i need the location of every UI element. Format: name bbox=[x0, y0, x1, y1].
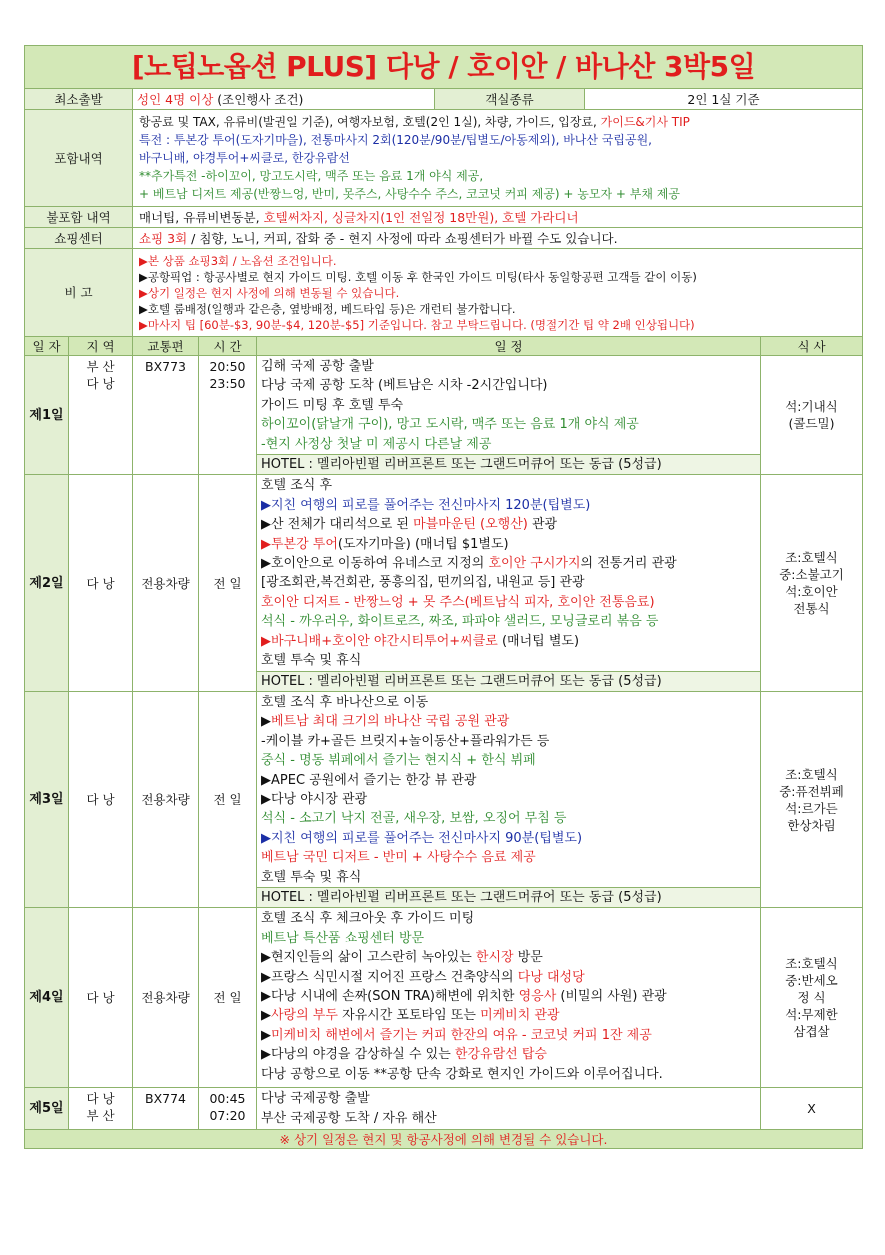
schedule-text: 한시장 bbox=[475, 950, 514, 966]
col-meal-header: 식 사 bbox=[761, 337, 863, 356]
exclude-content bbox=[133, 207, 863, 228]
schedule-text: ▶APEC 공원에서 즐기는 한강 뷰 관광 bbox=[261, 772, 477, 788]
schedule-text: 중식 - 명동 뷔페에서 즐기는 현지식 + 한식 뷔페 bbox=[261, 753, 536, 769]
schedule-line bbox=[261, 612, 756, 631]
schedule-line bbox=[261, 1089, 756, 1108]
schedule-text: ▶투본강 투어 bbox=[261, 536, 338, 552]
schedule-text: 자유시간 포토타임 또는 bbox=[337, 1008, 481, 1024]
shopping-content-a: 쇼핑 3회 bbox=[139, 230, 188, 246]
schedule-text: 다낭 공항으로 이동 **공항 단속 강화로 현지인 가이드와 이루어집니다. bbox=[261, 1066, 663, 1082]
region-cell bbox=[69, 1088, 133, 1130]
time-value: 07:20 bbox=[209, 1108, 246, 1124]
schedule-cell bbox=[257, 475, 761, 691]
schedule-cell bbox=[257, 908, 761, 1088]
day-label: 제3일 bbox=[25, 691, 69, 907]
schedule-text: 호텔 투숙 및 휴식 bbox=[261, 653, 362, 669]
schedule-text: 다낭 국제공항 출발 bbox=[261, 1091, 370, 1107]
day-label: 제1일 bbox=[25, 356, 69, 475]
schedule-line bbox=[261, 435, 756, 454]
time-cell bbox=[199, 475, 257, 691]
schedule-line bbox=[261, 593, 756, 612]
schedule-text: 가이드 미팅 후 호텔 투숙 bbox=[261, 397, 404, 413]
exclude-content-a: 매너팁, 유류비변동분, bbox=[139, 209, 264, 225]
note-content bbox=[133, 249, 863, 337]
day-row bbox=[25, 691, 863, 907]
meal-cell bbox=[761, 475, 863, 691]
time-value: 전 일 bbox=[213, 575, 242, 591]
transport-cell: 전용차량 bbox=[133, 691, 199, 907]
schedule-text: ▶산 전체가 대리석으로 된 bbox=[261, 517, 414, 533]
min-departure-value bbox=[133, 89, 435, 110]
time-value: 전 일 bbox=[213, 792, 242, 808]
schedule-cell bbox=[257, 356, 761, 475]
room-type-label: 객실종류 bbox=[435, 89, 585, 110]
meal-cell bbox=[761, 356, 863, 475]
shopping-label: 쇼핑센터 bbox=[25, 228, 133, 249]
schedule-text: 베트남 최대 크기의 바나산 국립 공원 관광 bbox=[271, 714, 510, 730]
schedule-text: 호텔 조식 후 bbox=[261, 478, 333, 494]
schedule-line bbox=[261, 909, 756, 928]
schedule-text: 호텔 조식 후 체크아웃 후 가이드 미팅 bbox=[261, 911, 475, 927]
schedule-line bbox=[261, 554, 756, 573]
include-label: 포함내역 bbox=[25, 110, 133, 207]
region-name: 다 낭 bbox=[86, 575, 115, 591]
region-name: 다 낭 bbox=[86, 376, 115, 391]
schedule-text: ▶다낭 야시장 관광 bbox=[261, 791, 368, 807]
include-line bbox=[139, 131, 858, 149]
transport-cell: 전용차량 bbox=[133, 908, 199, 1088]
min-departure-label: 최소출발 bbox=[25, 89, 133, 110]
schedule-text: (도자기마을) (매너팁 $1별도) bbox=[337, 536, 509, 552]
schedule-line bbox=[261, 376, 756, 395]
schedule-line bbox=[261, 1026, 756, 1045]
include-line-text: **추가특전 -하이꼬이, 망고도시락, 맥주 또는 음료 1개 야식 제공, bbox=[139, 169, 484, 183]
schedule-text: 마블마운틴 (오행산) bbox=[413, 517, 528, 533]
meal-text: X bbox=[807, 1101, 816, 1117]
schedule-line bbox=[261, 732, 756, 751]
schedule-line bbox=[261, 1065, 756, 1084]
note-line-text: ▶상기 일정은 현지 사정에 의해 변동될 수 있습니다. bbox=[139, 285, 400, 300]
schedule-line bbox=[261, 396, 756, 415]
schedule-text: 베트남 특산품 쇼핑센터 방문 bbox=[261, 930, 425, 946]
schedule-text: ▶프랑스 식민시절 지어진 프랑스 건축양식의 bbox=[261, 969, 518, 985]
include-line-text: 특전 : 투본강 투어(도자기마을), 전통마사지 2회(120분/90분/팁별도/아동제외), 바나산 국립공원, bbox=[139, 133, 652, 147]
schedule-text: 미케비치 관광 bbox=[480, 1008, 560, 1024]
schedule-cell bbox=[257, 1088, 761, 1130]
schedule-text: 김해 국제 공항 출발 bbox=[261, 359, 374, 374]
schedule-text: 부산 국제공항 도착 / 자유 해산 bbox=[261, 1110, 437, 1126]
region-cell bbox=[69, 356, 133, 475]
shopping-content bbox=[133, 228, 863, 249]
meal-text: 석:르가든 bbox=[785, 800, 838, 816]
col-time-header: 시 간 bbox=[199, 337, 257, 356]
footer-note: ※ 상기 일정은 현지 및 항공사정에 의해 변경될 수 있습니다. bbox=[25, 1130, 863, 1149]
schedule-text: -케이블 카+골든 브릿지+놀이동산+플라워가든 등 bbox=[261, 733, 550, 749]
region-cell bbox=[69, 908, 133, 1088]
schedule-line bbox=[261, 496, 756, 515]
schedule-line bbox=[261, 771, 756, 790]
min-departure-value-note: (조인행사 조건) bbox=[213, 91, 304, 107]
include-line-text: + 베트남 디저트 제공(반짱느엉, 반미, 못주스, 사탕수수 주스, 코코넛 커피 제공) + 농모자 + 부채 제공 bbox=[139, 187, 680, 201]
schedule-text: 의 전통거리 관광 bbox=[580, 556, 677, 572]
meal-cell bbox=[761, 1088, 863, 1130]
schedule-text: 석식 - 소고기 낙지 전골, 새우장, 보쌈, 오징어 무침 등 bbox=[261, 811, 567, 827]
include-line-text: 바구니배, 야경투어+씨클로, 한강유람선 bbox=[139, 151, 350, 165]
schedule-text: 방문 bbox=[513, 950, 543, 966]
day-row bbox=[25, 1088, 863, 1130]
day-row bbox=[25, 356, 863, 475]
meal-text: 중:반세오 bbox=[785, 973, 838, 989]
meal-text: 삼겹살 bbox=[793, 1024, 830, 1040]
meal-cell bbox=[761, 691, 863, 907]
schedule-line bbox=[261, 1109, 756, 1128]
schedule-text: ▶ bbox=[261, 1027, 271, 1043]
schedule-text: ▶ bbox=[261, 714, 271, 730]
time-cell bbox=[199, 908, 257, 1088]
region-name: 다 낭 bbox=[86, 792, 115, 808]
time-value: 00:45 bbox=[209, 1091, 246, 1107]
meal-text: 석:기내식 bbox=[785, 399, 838, 415]
schedule-line bbox=[261, 515, 756, 534]
itinerary-sheet bbox=[24, 45, 862, 1149]
schedule-line bbox=[261, 1006, 756, 1025]
schedule-text: 미케비치 해변에서 즐기는 커피 한잔의 여유 - 코코넛 커피 1잔 제공 bbox=[271, 1027, 652, 1043]
time-cell bbox=[199, 691, 257, 907]
schedule-line bbox=[261, 987, 756, 1006]
note-line bbox=[139, 285, 858, 301]
schedule-text: (매너팁 별도) bbox=[497, 633, 580, 649]
transport-cell: BX774 bbox=[133, 1088, 199, 1130]
schedule-line bbox=[261, 829, 756, 848]
schedule-text: ▶다낭 시내에 손짜(SON TRA)해변에 위치한 bbox=[261, 989, 519, 1004]
time-cell bbox=[199, 1088, 257, 1130]
note-line bbox=[139, 317, 858, 333]
schedule-line bbox=[261, 868, 756, 887]
note-line bbox=[139, 269, 858, 285]
hotel-line: HOTEL : 멜리아빈펄 리버프론트 또는 그랜드머큐어 또는 동급 (5성급) bbox=[257, 454, 760, 474]
hotel-line: HOTEL : 멜리아빈펄 리버프론트 또는 그랜드머큐어 또는 동급 (5성급) bbox=[257, 887, 760, 907]
schedule-line bbox=[261, 415, 756, 434]
time-cell bbox=[199, 356, 257, 475]
include-line bbox=[139, 185, 858, 203]
meal-text: 한상차림 bbox=[787, 817, 836, 833]
schedule-text: 베트남 국민 디저트 - 반미 + 사탕수수 음료 제공 bbox=[261, 850, 536, 866]
col-transport-header: 교통편 bbox=[133, 337, 199, 356]
schedule-line bbox=[261, 632, 756, 651]
exclude-content-b: 호텔써차지, 싱글차지(1인 전일정 18만원), 호텔 가라디너 bbox=[263, 209, 579, 225]
meal-cell bbox=[761, 908, 863, 1088]
include-content bbox=[133, 110, 863, 207]
schedule-text: 한강유람선 탑승 bbox=[454, 1047, 547, 1063]
meal-text: 중:퓨전뷔페 bbox=[779, 783, 844, 799]
note-line-text: ▶본 상품 쇼핑3회 / 노옵션 조건입니다. bbox=[139, 253, 337, 268]
schedule-text: ▶지친 여행의 피로를 풀어주는 전신마사지 90분(팁별도) bbox=[261, 830, 583, 846]
region-cell bbox=[69, 691, 133, 907]
schedule-line bbox=[261, 809, 756, 828]
col-schedule-header: 일 정 bbox=[257, 337, 761, 356]
include-line bbox=[139, 113, 858, 131]
schedule-line bbox=[261, 357, 756, 376]
schedule-line bbox=[261, 968, 756, 987]
schedule-text: ▶현지인들의 삶이 고스란히 녹아있는 bbox=[261, 950, 476, 966]
schedule-line bbox=[261, 712, 756, 731]
schedule-text: 다낭 국제 공항 도착 (베트남은 시차 -2시간입니다) bbox=[261, 378, 548, 394]
schedule-text: ▶다낭의 야경을 감상하실 수 있는 bbox=[261, 1047, 455, 1063]
schedule-line bbox=[261, 790, 756, 809]
exclude-label: 불포함 내역 bbox=[25, 207, 133, 228]
meal-text: 조:호텔식 bbox=[785, 550, 838, 566]
day-label: 제5일 bbox=[25, 1088, 69, 1130]
transport-cell: 전용차량 bbox=[133, 475, 199, 691]
schedule-line bbox=[261, 929, 756, 948]
page-title: [노팁노옵션 PLUS] 다낭 / 호이안 / 바나산 3박5일 bbox=[25, 46, 863, 89]
include-line-text: 항공료 및 TAX, 유류비(발권일 기준), 여행자보험, 호텔(2인 1실), 차량, 가이드, 입장료, bbox=[139, 115, 601, 129]
note-line bbox=[139, 301, 858, 317]
shopping-content-b: / 침향, 노니, 커피, 잡화 중 - 현지 사정에 따라 쇼핑센터가 바뀔 수도 있습니다. bbox=[187, 230, 618, 246]
transport-cell: BX773 bbox=[133, 356, 199, 475]
note-line-text: ▶공항픽업 : 항공사별로 현지 가이드 미팅. 호텔 이동 후 한국인 가이드 미팅(타사 동일항공편 고객들 같이 이동) bbox=[139, 269, 697, 284]
schedule-text: (비밀의 사원) 관광 bbox=[556, 989, 667, 1004]
schedule-line bbox=[261, 751, 756, 770]
schedule-text: ▶호이안으로 이동하여 유네스코 지정의 bbox=[261, 556, 489, 572]
schedule-text: 호이안 구시가지 bbox=[488, 556, 581, 572]
schedule-text: 호이안 디저트 - 반짱느엉 + 못 주스(베트남식 피자, 호이안 전통음료) bbox=[261, 594, 655, 610]
schedule-text: ▶지친 여행의 피로를 풀어주는 전신마사지 120분(팁별도) bbox=[261, 497, 591, 513]
schedule-text: 다낭 대성당 bbox=[517, 969, 585, 985]
schedule-line bbox=[261, 476, 756, 495]
day-label: 제2일 bbox=[25, 475, 69, 691]
region-name: 다 낭 bbox=[86, 990, 115, 1006]
meal-text: 조:호텔식 bbox=[785, 956, 838, 972]
meal-text: 정 식 bbox=[797, 990, 826, 1006]
region-name: 다 낭 bbox=[86, 1091, 115, 1107]
day-row bbox=[25, 475, 863, 691]
schedule-text: -현지 사정상 첫날 미 제공시 다른날 제공 bbox=[261, 436, 492, 452]
schedule-text: 관광 bbox=[527, 517, 558, 533]
include-line-highlight: 가이드&기사 TIP bbox=[600, 115, 690, 129]
schedule-text: 영응사 bbox=[518, 989, 557, 1004]
schedule-text: 호텔 투숙 및 휴식 bbox=[261, 869, 362, 885]
note-label: 비 고 bbox=[25, 249, 133, 337]
schedule-text: ▶ bbox=[261, 1008, 271, 1024]
note-line-text: ▶호텔 룸배정(일행과 같은층, 옆방배정, 베드타입 등)은 개런티 불가합니다. bbox=[139, 301, 516, 316]
col-day-header: 일 자 bbox=[25, 337, 69, 356]
schedule-text: 호텔 조식 후 바나산으로 이동 bbox=[261, 694, 429, 710]
day-label: 제4일 bbox=[25, 908, 69, 1088]
schedule-line bbox=[261, 573, 756, 592]
schedule-line bbox=[261, 848, 756, 867]
min-departure-value-red: 성인 4명 이상 bbox=[137, 91, 214, 107]
schedule-line bbox=[261, 693, 756, 712]
col-region-header: 지 역 bbox=[69, 337, 133, 356]
schedule-line bbox=[261, 1045, 756, 1064]
schedule-line bbox=[261, 948, 756, 967]
region-name: 부 산 bbox=[86, 359, 115, 374]
note-line bbox=[139, 253, 858, 269]
itinerary-table bbox=[24, 45, 863, 1149]
schedule-line bbox=[261, 535, 756, 554]
day-row bbox=[25, 908, 863, 1088]
region-name: 부 산 bbox=[86, 1108, 115, 1124]
meal-text: 중:소불고기 bbox=[779, 567, 844, 583]
schedule-body bbox=[25, 356, 863, 1130]
meal-text: (콜드밀) bbox=[788, 416, 835, 432]
schedule-text: [광조회관,복건회관, 풍흥의집, 떤끼의집, 내원교 등] 관광 bbox=[261, 575, 585, 591]
schedule-text: 사랑의 부두 bbox=[271, 1008, 338, 1024]
meal-text: 석:호이안 bbox=[785, 584, 838, 600]
meal-text: 조:호텔식 bbox=[785, 766, 838, 782]
region-cell bbox=[69, 475, 133, 691]
schedule-text: 하이꼬이(닭날개 구이), 망고 도시락, 맥주 또는 음료 1개 야식 제공 bbox=[261, 417, 639, 433]
time-value: 20:50 bbox=[209, 359, 246, 374]
schedule-text: 석식 - 까우러우, 화이트로즈, 짜조, 파파야 샐러드, 모닝글로리 볶음 등 bbox=[261, 614, 659, 630]
schedule-cell bbox=[257, 691, 761, 907]
meal-text: 석:무제한 bbox=[785, 1007, 838, 1023]
schedule-text: ▶바구니배+호이안 야간시티투어+씨클로 bbox=[261, 633, 498, 649]
time-value: 전 일 bbox=[213, 990, 242, 1006]
time-value: 23:50 bbox=[209, 376, 246, 391]
note-line-text: ▶마사지 팁 [60분-$3, 90분-$4, 120분-$5] 기준입니다. 참고 부탁드립니다. (명절기간 팁 약 2배 인상됩니다) bbox=[139, 317, 695, 332]
include-line bbox=[139, 167, 858, 185]
schedule-line bbox=[261, 651, 756, 670]
hotel-line: HOTEL : 멜리아빈펄 리버프론트 또는 그랜드머큐어 또는 동급 (5성급) bbox=[257, 671, 760, 691]
meal-text: 전통식 bbox=[793, 601, 830, 617]
include-line bbox=[139, 149, 858, 167]
room-type-value: 2인 1실 기준 bbox=[585, 89, 863, 110]
